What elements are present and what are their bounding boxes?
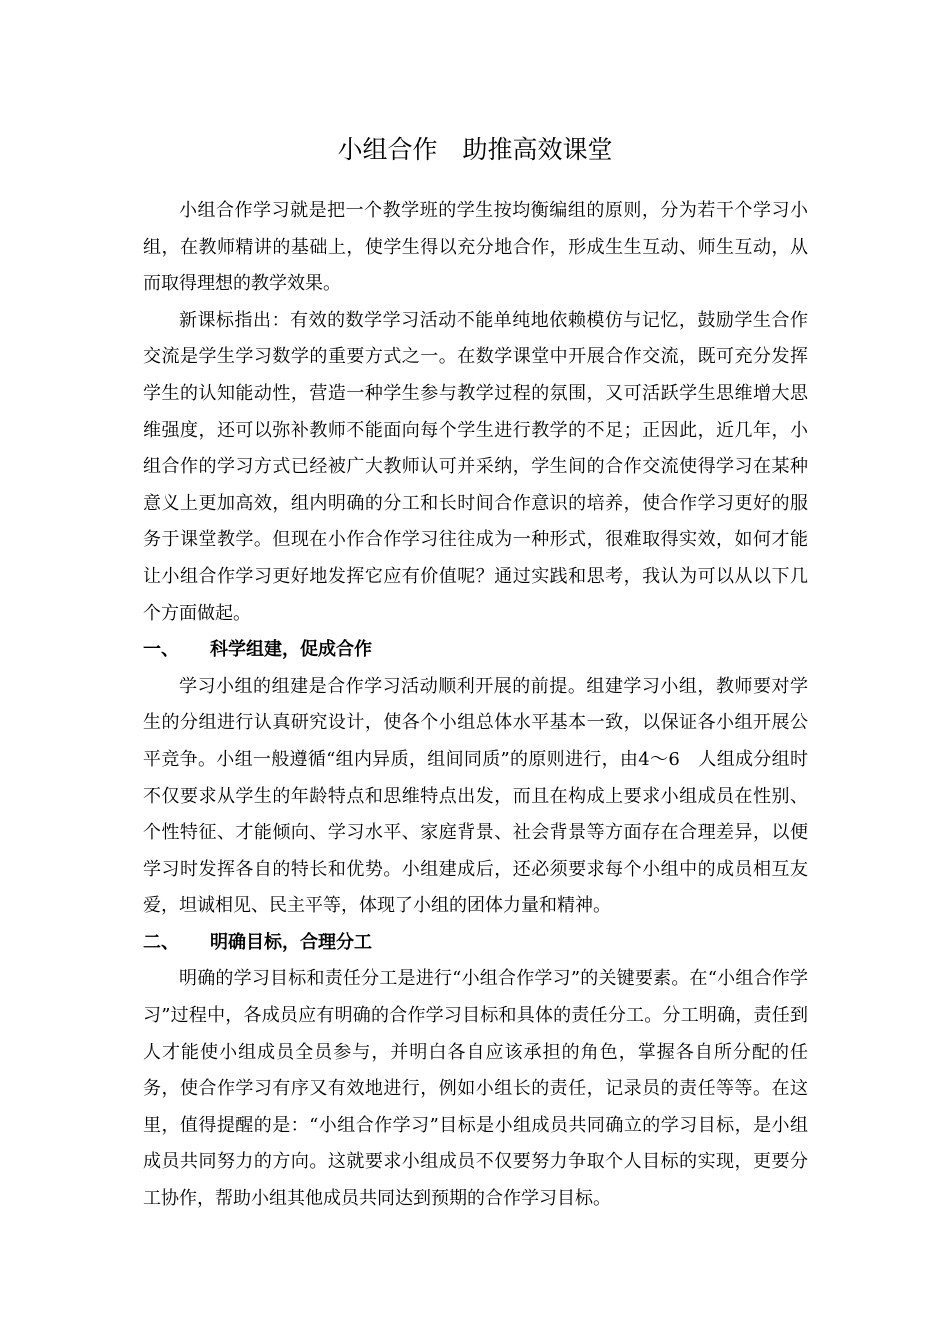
section-number-1: 一、 <box>143 639 179 661</box>
section-number-2: 二、 <box>143 931 179 953</box>
paragraph-group-formation: 学习小组的组建是合作学习活动顺利开展的前提。组建学习小组，教师要对学生的分组进行认真研究设计，使各个小组总体水平基本一致，以保证各小组开展公平竞争。小组一般遵循“组内异质，组间同质”的原则进行，由4～6 人组成分组时不仅要求从学生的年龄特点和思维特点出发，而且在构成上要求小组成员在性别、个性特征、才能倾向、学习水平、家庭背景、社会背景等方面存在合理差异，以便学习时发挥各自的特长和优势。小组建成后，还必须要求每个小组中的成员相互友爱，坦诚相见、民主平等，体现了小组的团体力量和精神。 <box>143 675 808 917</box>
paragraph-intro: 小组合作学习就是把一个教学班的学生按均衡编组的原则，分为若干个学习小组，在教师精讲的基础上，使学生得以充分地合作，形成生生互动、师生互动，从而取得理想的教学效果。 <box>143 200 808 295</box>
section-title-1: 科学组建，促成合作 <box>210 639 372 661</box>
section-heading-1 <box>143 632 808 669</box>
section-title-2: 明确目标，合理分工 <box>210 931 372 953</box>
paragraph-goals: 明确的学习目标和责任分工是进行“小组合作学习”的关键要素。在“小组合作学习”过程中，各成员应有明确的合作学习目标和具体的责任分工。分工明确，责任到人才能使小组成员全员参与，并明白各自应该承担的角色，掌握各自所分配的任务，使合作学习有序又有效地进行，例如小组长的责任，记录员的责任等等。在这里，值得提醒的是：“小组合作学习”目标是小组成员共同确立的学习目标，是小组成员共同努力的方向。这就要求小组成员不仅要努力争取个人目标的实现，更要分工协作，帮助小组其他成员共同达到预期的合作学习目标。 <box>143 968 808 1210</box>
document-body <box>143 193 808 1218</box>
section-heading-2 <box>143 925 808 962</box>
paragraph-curriculum: 新课标指出：有效的数学学习活动不能单纯地依赖模仿与记忆，鼓励学生合作交流是学生学习数学的重要方式之一。在数学课堂中开展合作交流，既可充分发挥学生的认知能动性，营造一种学生参与教学过程的氛围，又可活跃学生思维增大思维强度，还可以弥补教师不能面向每个学生进行教学的不足；正因此，近几年，小组合作的学习方式已经被广大教师认可并采纳，学生间的合作交流使得学习在某种意义上更加高效，组内明确的分工和长时间合作意识的培养，使合作学习更好的服务于课堂教学。但现在小作合作学习往往成为一种形式，很难取得实效，如何才能让小组合作学习更好地发挥它应有价值呢？通过实践和思考，我认为可以从以下几个方面做起。 <box>143 309 808 624</box>
document-title: 小组合作 助推高效课堂 <box>337 135 613 164</box>
